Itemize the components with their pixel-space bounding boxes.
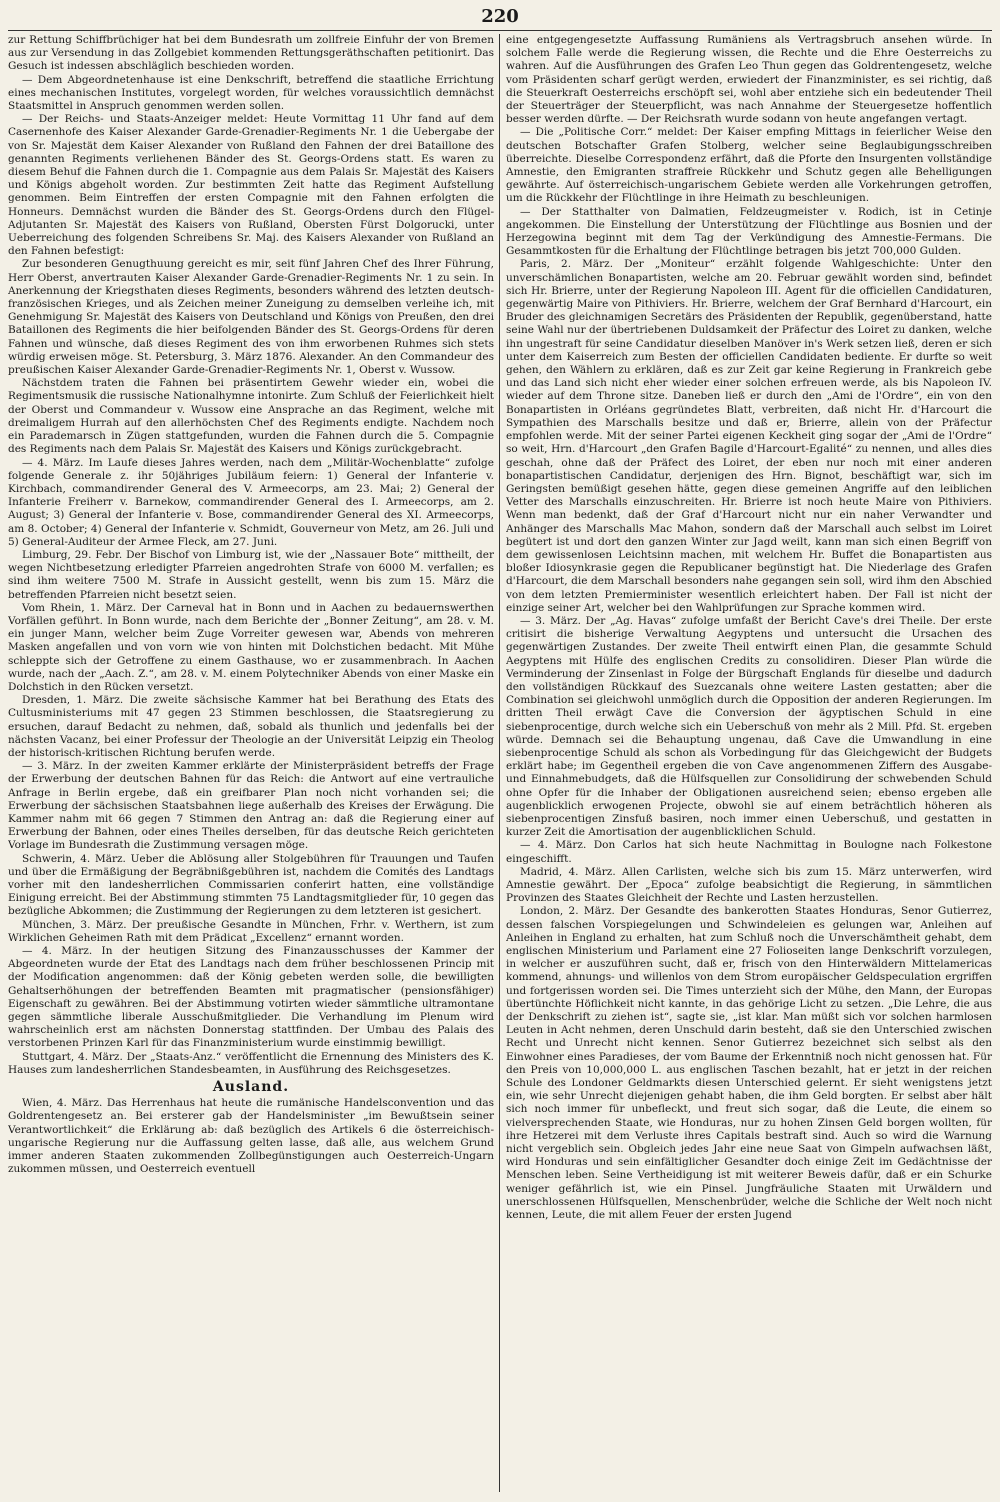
article-paragraph: Limburg, 29. Febr. Der Bischof von Limburg ist, wie der „Nassauer Bote“ mittheilt, der wegen Nichtbesetzung erledigter Pfarreien angedrohten Strafe von 6000 M. verfallen; es sind ihm weitere 7500 M. Strafe in Aussicht gestellt, wenn bis zum 15. März die betreffenden Pfarreien nicht besetzt seien. bbox=[8, 548, 494, 601]
article-paragraph: zur Rettung Schiffbrüchiger hat bei dem Bundesrath um zollfreie Einfuhr der von Bremen aus zur Versendung in das Zollgebiet kommenden Rettungsgeräthschaften petitionirt. Das Gesuch ist indessen abschläglich beschieden worden. bbox=[8, 34, 494, 73]
article-paragraph: — 4. März. Don Carlos hat sich heute Nachmittag in Boulogne nach Folkestone eingeschifft. bbox=[506, 839, 992, 865]
article-paragraph: Madrid, 4. März. Allen Carlisten, welche sich bis zum 15. März unterwerfen, wird Amnestie gewährt. Der „Epoca“ zufolge beabsichtigt die Regierung, in sämmtlichen Provinzen des Staates Gleichheit der Rechte und Lasten herzustellen. bbox=[506, 865, 992, 905]
article-paragraph: Zur besonderen Genugthuung gereicht es mir, seit fünf Jahren Chef des Ihrer Führung, Herr Oberst, anvertrauten Kaiser Alexander Garde-Grenadier-Regiments Nr. 1 zu sein. In Anerkennung der Kriegsthaten dieses Regiments, besonders während des letzten deutsch-französischen Krieges, und als Zeichen meiner Zuneigung zu demselben verleihe ich, mit Genehmigung Sr. Majestät des Kaisers von Deutschland und Königs von Preußen, den drei Bataillonen des Regiments die hier beifolgenden Bänder des St. Georgs-Ordens für deren Fahnen und wünsche, daß dieses Regiment des von ihm erworbenen Ruhmes sich stets würdig erweisen möge. St. Petersburg, 3. März 1876. Alexander. An den Commandeur des preußischen Kaiser Alexander Garde-Grenadier-Regiments Nr. 1, Oberst v. Wussow. bbox=[8, 258, 494, 377]
article-paragraph: — Die „Politische Corr.“ meldet: Der Kaiser empfing Mittags in feierlicher Weise den deutschen Botschafter Grafen Stolberg, welcher seine Beglaubigungsschreiben überreichte. Dieselbe Correspondenz erfährt, daß die Pforte den Insurgenten vollständige Amnestie, den Emigranten straffreie Rückkehr und Schutz gegen alle Behelligungen gewährte. Auf österreichisch-ungarischem Gebiete werden alle Vorkehrungen getroffen, um die Rückkehr der Flüchtlinge in ihre Heimath zu beschleunigen. bbox=[506, 126, 992, 205]
article-paragraph: Wien, 4. März. Das Herrenhaus hat heute die rumänische Handelsconvention und das Goldrentengesetz an. Bei ersterer gab der Handelsminister „im Bewußtsein seiner Verantwortlichkeit“ die Erklärung ab: daß bezüglich des Artikels 6 die österreichisch-ungarische Regierung nur die Auffassung gelten lasse, daß alle, aus welchem Grund immer anderen Staaten zukommenden Zollbegünstigungen auch Oesterreich-Ungarn zukommen müssen, und Oesterreich eventuell bbox=[8, 1097, 494, 1176]
article-paragraph: Dresden, 1. März. Die zweite sächsische Kammer hat bei Berathung des Etats des Cultusministeriums mit 47 gegen 23 Stimmen beschlossen, die Staatsregierung zu ersuchen, darauf Bedacht zu nehmen, daß, sobald als thunlich und jedenfalls bei der nächsten Vacanz, bei einer Professur der Theologie an der Universität Leipzig ein Theolog der historisch-kritischen Richtung berufen werde. bbox=[8, 694, 494, 759]
article-paragraph: — Dem Abgeordnetenhause ist eine Denkschrift, betreffend die staatliche Errichtung eines mechanischen Institutes, vorgelegt worden, für welches voraussichtlich demnächst Staatsmittel in Anspruch genommen werden sollen. bbox=[8, 73, 494, 113]
right-column bbox=[506, 34, 992, 1492]
page-number: 220 bbox=[481, 6, 519, 27]
left-column bbox=[8, 34, 494, 1492]
article-paragraph: Schwerin, 4. März. Ueber die Ablösung aller Stolgebühren für Trauungen und Taufen und über die Ermäßigung der Begräbnißgebühren ist, nachdem die Comités des Landtags vorher mit den landesherrlichen Commissarien conferirt hatten, eine vollständige Einigung erreicht. Bei der Abstimmung stimmten 75 Landtagsmitglieder für, 10 gegen das bezügliche Abkommen; die Zustimmung der Regierungen zu dem letzteren ist gesichert. bbox=[8, 852, 494, 918]
article-paragraph: — 3. März. In der zweiten Kammer erklärte der Ministerpräsident betreffs der Frage der Erwerbung der deutschen Bahnen für das Reich: die Antwort auf eine vertrauliche Anfrage in Berlin ergebe, daß ein greifbarer Plan noch nicht vorhanden sei; die Erwerbung der sächsischen Staatsbahnen liege außerhalb des Kreises der Erwägung. Die Kammer nahm mit 66 gegen 7 Stimmen den Antrag an: daß die Regierung einer auf Erwerbung der Bahnen, oder eines Theiles derselben, für das deutsche Reich gerichteten Vorlage im Bundesrath die Zustimmung versagen möge. bbox=[8, 760, 494, 852]
article-paragraph: Nächstdem traten die Fahnen bei präsentirtem Gewehr wieder ein, wobei die Regimentsmusik die russische Nationalhymne intonirte. Zum Schluß der Feierlichkeit hielt der Oberst und Commandeur v. Wussow eine Ansprache an das Regiment, welche mit dreimaligem Hurrah auf den allerhöchsten Chef des Regiments endigte. Nachdem noch ein Parademarsch in Zügen stattgefunden, wurden die Fahnen durch die 5. Compagnie des Regiments nach dem Palais Sr. Majestät des Kaisers und Königs zurückgebracht. bbox=[8, 377, 494, 456]
article-paragraph: Vom Rhein, 1. März. Der Carneval hat in Bonn und in Aachen zu bedauernswerthen Vorfällen geführt. In Bonn wurde, nach dem Berichte der „Bonner Zeitung“, am 28. v. M. ein junger Mann, welcher beim Zuge Vorreiter gewesen war, Abends von mehreren Masken angefallen und von vorn wie von hinten mit Dolchstichen bedacht. Mit Mühe schleppte sich der Getroffene zu einem Gasthause, wo er zusammenbrach. In Aachen wurde, nach der „Aach. Z.“, am 28. v. M. einem Polytechniker Abends von einer Maske ein Dolchstich in den Rücken versetzt. bbox=[8, 601, 494, 693]
article-paragraph: München, 3. März. Der preußische Gesandte in München, Frhr. v. Werthern, ist zum Wirklichen Geheimen Rath mit dem Prädicat „Excellenz“ ernannt worden. bbox=[8, 918, 494, 944]
article-paragraph: — 4. März. In der heutigen Sitzung des Finanzausschusses der Kammer der Abgeordneten wurde der Etat des Landtags nach dem früher beschlossenen Princip mit der Modification angenommen: daß der König gebeten werden solle, die bewilligten Gehaltserhöhungen der betreffenden Beamten mit pragmatischer (pensionsfähiger) Eigenschaft zu gewähren. Bei der Abstimmung votirten wieder sämmtliche ultramontane gegen sämmtliche liberale Ausschußmitglieder. Die Verhandlung im Plenum wird wahrscheinlich erst am nächsten Donnerstag stattfinden. Der Umbau des Palais des verstorbenen Prinzen Karl für das Finanzministerium wurde einstimmig bewilligt. bbox=[8, 945, 494, 1050]
article-paragraph: — Der Statthalter von Dalmatien, Feldzeugmeister v. Rodich, ist in Cetinje angekommen. Die Einstellung der Unterstützung der Flüchtlinge aus Bosnien und der Herzegowina beginnt mit dem Tag der Verkündigung des Amnestie-Fermans. Die Gesammtkosten für die Erhaltung der Flüchtlinge betragen bis jetzt 700,000 Gulden. bbox=[506, 205, 992, 258]
header-rule bbox=[8, 30, 992, 31]
article-paragraph: — Der Reichs- und Staats-Anzeiger meldet: Heute Vormittag 11 Uhr fand auf dem Casernenhofe des Kaiser Alexander Garde-Grenadier-Regiments Nr. 1 die Uebergabe der von Sr. Majestät dem Kaiser Alexander von Rußland den Fahnen der drei Bataillone des genannten Regiments verliehenen Bänder des St. Georgs-Ordens statt. Es waren zu diesem Behuf die Fahnen durch die 1. Compagnie aus dem Palais Sr. Majestät des Kaisers und Königs abgeholt worden. Zur bestimmten Zeit hatte das Regiment Aufstellung genommen. Beim Eintreffen der ersten Compagnie mit den Fahnen erfolgten die Honneurs. Demnächst wurden die Bänder des St. Georgs-Ordens durch den Flügel-Adjutanten Sr. Majestät des Kaisers von Rußland, Obersten Fürst Dolgorucki, unter Ueberreichung des folgenden Schreibens Sr. Maj. des Kaisers Alexander von Rußland an den Fahnen befestigt: bbox=[8, 113, 494, 258]
article-paragraph: — 3. März. Der „Ag. Havas“ zufolge umfaßt der Bericht Cave's drei Theile. Der erste critisirt die bisherige Verwaltung Aegyptens und untersucht die Ursachen des gegenwärtigen Zustandes. Der zweite Theil entwirft einen Plan, die gesammte Schuld Aegyptens mit Hülfe des englischen Credits zu consolidiren. Dieser Plan würde die Verminderung der Zinsenlast in Folge der Bürgschaft Englands für dieselbe und dadurch den vollständigen Rückkauf des Suezcanals ohne weitere Lasten gestatten; aber die Combination sei gleichwohl unmöglich durch die Opposition der anderen Regierungen. Im dritten Theil erwägt Cave die Conversion der ägyptischen Schuld in eine siebenprocentige, durch welche sich ein Ueberschuß von mehr als 2 Mill. Pfd. St. ergeben würde. Demnach sei die Behauptung ungenau, daß Cave die Umwandlung in eine siebenprocentige Schuld als schon als Vorbedingung für das Gleichgewicht der Budgets erklärt habe; im Gegentheil ergeben die von Cave angenommenen Ziffern des Ausgabe- und Einnahmebudgets, daß die Hülfsquellen zur Consolidirung der schwebenden Schuld ohne Opfer für die Inhaber der Obligationen ausreichend seien; ebenso ergeben alle augenblicklich erwogenen Projecte, obwohl sie auf einem beträchtlich höheren als siebenprocentigen Zinsfuß basiren, noch immer einen Ueberschuß, und gestatten in kurzer Zeit die Amortisation der augenblicklichen Schuld. bbox=[506, 614, 992, 839]
article-paragraph: Paris, 2. März. Der „Moniteur“ erzählt folgende Wahlgeschichte: Unter den unverschämlichen Bonapartisten, welche am 20. Februar gewählt worden sind, befindet sich Hr. Brierre, unter der Regierung Napoleon III. Agent für die officiellen Candidaturen, gegenwärtig Maire von Pithiviers. Hr. Brierre, welchem der Graf Bernhard d'Harcourt, ein Bruder des gleichnamigen Secretärs des Präsidenten der Republik, gegenüberstand, hatte seine Wahl nur der übertriebenen Duldsamkeit der Präfectur des Loiret zu danken, welche ihn ungestraft für seine Candidatur dieselben Manöver in's Werk setzen ließ, deren er sich unter dem Kaiserreich zum Besten der officiellen Candidaten bediente. Er durfte so weit gehen, den Wählern zu erklären, daß es zur Zeit gar keine Regierung in Frankreich gebe und das Land sich nicht eher wieder einer solchen erfreuen werde, als bis Napoleon IV. wieder auf dem Throne sitze. Daneben ließ er durch den „Ami de l'Ordre“, ein von den Bonapartisten in Orléans gegründetes Blatt, verbreiten, daß nicht Hr. d'Harcourt die Sympathien des Marschalls besitze und daß er, Brierre, allein von der Präfectur empfohlen werde. Mit der seiner Partei eigenen Keckheit ging sogar der „Ami de l'Ordre“ so weit, Hrn. d'Harcourt „den Grafen Bagile d'Harcourt-Egalité“ zu nennen, und alles dies geschah, ohne daß der Präfect des Loiret, der eben nur noch mit einer anderen bonapartistischen Candidatur, derjenigen des Hrn. Bignot, beschäftigt war, sich im Geringsten bemüßigt gesehen hätte, gegen diese gemeinen Angriffe auf den leiblichen Vetter des Marschalls einzuschreiten. Hr. Brierre ist noch heute Maire von Pithiviers. Wenn man bedenkt, daß der Graf d'Harcourt nicht nur ein naher Verwandter und Anhänger des Marschalls Mac Mahon, sondern daß der Marschall auch selbst im Loiret begütert ist und dort den ganzen Winter zur Jagd weilt, kann man sich einen Begriff von dem gewissenlosen Leichtsinn machen, mit welchem Hr. Buffet die Bonapartisten aus bloßer Idiosynkrasie gegen die Republicaner begünstigt hat. Die Niederlage des Grafen d'Harcourt, die dem Marschall besonders nahe gegangen sein soll, wird ihm den Abschied von dem letzten Premierminister wesentlich erleichtert haben. Der Fall ist nicht der einzige seiner Art, welcher bei den Wahlprüfungen zur Sprache kommen wird. bbox=[506, 258, 992, 614]
article-paragraph: eine entgegengesetzte Auffassung Rumäniens als Vertragsbruch ansehen würde. In solchem Falle werde die Regierung wissen, die Rechte und die Ehre Oesterreichs zu wahren. Auf die Ausführungen des Grafen Leo Thun gegen das Goldrentengesetz, welche vom Präsidenten scharf gerügt werden, erwiedert der Finanzminister, es sei richtig, daß die Steuerkraft Oesterreichs erschöpft sei, wohl aber entziehe sich ein bedeutender Theil der Steuerträger der Steuerpflicht, was nach Annahme der Steuergesetze hoffentlich besser werden dürfte. — Der Reichsrath wurde sodann von heute angefangen vertagt. bbox=[506, 34, 992, 126]
section-heading: Ausland. bbox=[212, 1079, 290, 1096]
article-paragraph: Stuttgart, 4. März. Der „Staats-Anz.“ veröffentlicht die Ernennung des Ministers des K. Hauses zum landesherrlichen Standesbeamten, in Ausführung des Reichsgesetzes. bbox=[8, 1050, 494, 1076]
article-paragraph: London, 2. März. Der Gesandte des bankerotten Staates Honduras, Senor Gutierrez, dessen falschen Vorspiegelungen und Schwindeleien es gelungen war, Anleihen auf Anleihen in England zu erhalten, hat zum Schluß noch die Unverschämtheit gehabt, dem englischen Ministerium und Parlament eine 27 Folioseiten lange Denkschrift vorzulegen, in welcher er auszuführen sucht, daß er, frisch von den Hinterwäldern Mittelamericas kommend, ahnungs- und willenlos von dem Strom europäischer Geldspeculation ergriffen und fortgerissen worden sei. Die Times unterzieht sich der Mühe, den Mann, der Europas übertünchte Höflichkeit nicht kannte, in das gehörige Licht zu setzen. „Die Lehre, die aus der Denkschrift zu ziehen ist“, sagte sie, „ist klar. Man müßt sich vor solchen harmlosen Leuten in Acht nehmen, deren Unschuld darin besteht, daß sie den Unterschied zwischen Recht und Unrecht nicht kennen. Senor Gutierrez bezeichnet sich selbst als den Einwohner eines Paradieses, der vom Baume der Erkenntniß noch nicht genossen hat. Für den Preis von 10,000,000 L. aus englischen Taschen bezahlt, hat er jetzt in der reichen Schule des Londoner Geldmarkts diesen Unterschied gelernt. Er sieht wenigstens jetzt ein, wie sehr Unrecht diejenigen gehabt haben, die ihm Geld borgten. Er selbst aber hält sich noch immer für unbefleckt, und freut sich sogar, daß die Leute, die einem so vielversprechenden Staate, wie Honduras, nur zu hohen Zinsen Geld borgen wollten, für ihre Hetzerei mit dem Verluste ihres Capitals bestraft sind. Auch so wird die Warnung nicht vergeblich sein. Obgleich jedes Jahr eine neue Saat von Gimpeln aufwachsen läßt, wird Honduras und sein einfältiglicher Gesandter doch einige Zeit im Gedächtnisse der Menschen leben. Seine Vertheidigung ist mit weiterer Beweis dafür, daß er ein Schurke weniger gefährlich ist, wie ein Pinsel. Jungfräuliche Staaten mit Urwäldern und unerschlossenen Hülfsquellen, Menschenbrüder, welche die Schliche der Welt noch nicht kennen, Leute, die mit allem Feuer der ersten Jugend bbox=[506, 905, 992, 1222]
article-paragraph: — 4. März. Im Laufe dieses Jahres werden, nach dem „Militär-Wochenblatte“ zufolge folgende Generale z. ihr 50jähriges Jubiläum feiern: 1) General der Infanterie v. Kirchbach, commandirender General des V. Armeecorps, am 23. Mai; 2) General der Infanterie Freiherr v. Barnekow, commandirender General des I. Armeecorps, am 2. August; 3) General der Infanterie v. Bose, commandirender General des XI. Armeecorps, am 8. October; 4) General der Infanterie v. Schmidt, Gouverneur von Metz, am 26. Juli und 5) General-Auditeur der Armee Fleck, am 27. Juni. bbox=[8, 456, 494, 548]
column-divider bbox=[499, 34, 500, 1492]
